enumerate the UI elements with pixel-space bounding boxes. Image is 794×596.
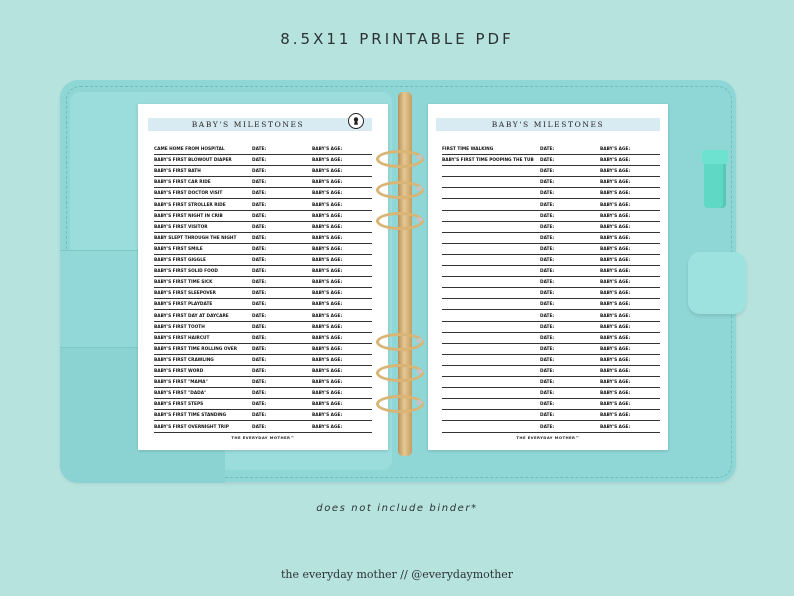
date-label: DATE: bbox=[252, 313, 267, 319]
age-label: BABY'S AGE: bbox=[312, 413, 343, 419]
age-label: BABY'S AGE: bbox=[600, 235, 631, 241]
age-label: BABY'S AGE: bbox=[600, 258, 631, 263]
date-label: DATE: bbox=[540, 369, 555, 374]
milestone-label: BABY'S FIRST TIME ROLLING OVER bbox=[154, 346, 238, 352]
age-label: BABY'S AGE: bbox=[600, 302, 631, 308]
age-label: BABY'S AGE: bbox=[600, 291, 631, 297]
milestone-label: BABY'S FIRST BATH bbox=[154, 169, 201, 175]
age-label: BABY'S AGE: bbox=[600, 402, 631, 408]
date-label: DATE: bbox=[540, 246, 555, 252]
date-label: DATE: bbox=[540, 313, 555, 319]
date-label: DATE: bbox=[540, 324, 555, 330]
milestone-label: BABY'S FIRST GIGGLE bbox=[154, 258, 206, 263]
age-label: BABY'S AGE: bbox=[312, 369, 343, 374]
date-label: DATE: bbox=[252, 346, 267, 352]
age-label: BABY'S AGE: bbox=[600, 191, 631, 197]
date-label: DATE: bbox=[540, 158, 555, 164]
age-label: BABY'S AGE: bbox=[600, 324, 631, 330]
age-label: BABY'S AGE: bbox=[600, 224, 631, 230]
age-label: BABY'S AGE: bbox=[600, 169, 631, 175]
pen-cap bbox=[702, 150, 728, 164]
age-label: BABY'S AGE: bbox=[312, 380, 343, 386]
age-label: BABY'S AGE: bbox=[600, 357, 631, 363]
milestone-label: BABY'S FIRST OVERNIGHT TRIP bbox=[154, 424, 229, 430]
age-label: BABY'S AGE: bbox=[312, 346, 343, 352]
milestone-label: BABY'S FIRST TIME SICK bbox=[154, 280, 213, 286]
date-label: DATE: bbox=[540, 224, 555, 230]
age-label: BABY'S AGE: bbox=[312, 180, 343, 186]
date-label: DATE: bbox=[252, 391, 267, 397]
punch-hole bbox=[416, 217, 423, 222]
age-label: BABY'S AGE: bbox=[600, 413, 631, 419]
date-label: DATE: bbox=[252, 246, 267, 252]
date-label: DATE: bbox=[252, 280, 267, 286]
milestone-label: BABY'S FIRST STEPS bbox=[154, 402, 204, 408]
date-label: DATE: bbox=[540, 413, 555, 419]
milestone-label: BABY'S FIRST SOLID FOOD bbox=[154, 269, 218, 275]
date-label: DATE: bbox=[540, 391, 555, 397]
age-label: BABY'S AGE: bbox=[312, 313, 343, 319]
right-printable-page bbox=[428, 104, 668, 450]
milestone-label: BABY'S FIRST HAIRCUT bbox=[154, 335, 210, 341]
date-label: DATE: bbox=[252, 424, 267, 430]
punch-hole bbox=[416, 186, 423, 191]
date-label: DATE: bbox=[540, 335, 555, 341]
age-label: BABY'S AGE: bbox=[600, 269, 631, 275]
age-label: BABY'S AGE: bbox=[312, 246, 343, 252]
age-label: BABY'S AGE: bbox=[600, 369, 631, 374]
date-label: DATE: bbox=[540, 147, 555, 152]
age-label: BABY'S AGE: bbox=[312, 280, 343, 286]
milestone-label: BABY'S FIRST SMILE bbox=[154, 246, 203, 252]
date-label: DATE: bbox=[252, 191, 267, 197]
date-label: DATE: bbox=[540, 402, 555, 408]
date-label: DATE: bbox=[252, 224, 267, 230]
date-label: DATE: bbox=[252, 369, 267, 374]
date-label: DATE: bbox=[252, 258, 267, 263]
age-label: BABY'S AGE: bbox=[600, 335, 631, 341]
date-label: DATE: bbox=[252, 202, 267, 208]
age-label: BABY'S AGE: bbox=[600, 391, 631, 397]
page-footer: THE EVERYDAY MOTHER™ bbox=[231, 435, 295, 440]
age-label: BABY'S AGE: bbox=[600, 424, 631, 430]
milestone-label: BABY'S FIRST STROLLER RIDE bbox=[154, 202, 226, 208]
milestone-label: BABY'S FIRST VISITOR bbox=[154, 224, 208, 230]
date-label: DATE: bbox=[252, 235, 267, 241]
age-label: BABY'S AGE: bbox=[600, 280, 631, 286]
age-label: BABY'S AGE: bbox=[312, 324, 343, 330]
milestone-label: BABY'S FIRST "MAMA" bbox=[154, 380, 208, 386]
date-label: DATE: bbox=[252, 158, 267, 164]
milestone-label: BABY'S FIRST DOCTOR VISIT bbox=[154, 191, 223, 197]
age-label: BABY'S AGE: bbox=[312, 169, 343, 175]
age-label: BABY'S AGE: bbox=[312, 235, 343, 241]
date-label: DATE: bbox=[252, 380, 267, 386]
binder-clasp bbox=[688, 252, 746, 314]
milestone-label: BABY'S FIRST CRAWLING bbox=[154, 357, 214, 363]
punch-hole bbox=[416, 369, 423, 374]
age-label: BABY'S AGE: bbox=[600, 180, 631, 186]
age-label: BABY'S AGE: bbox=[600, 313, 631, 319]
punch-hole bbox=[416, 400, 423, 405]
punch-hole bbox=[416, 338, 423, 343]
disclaimer-text: does not include binder* bbox=[316, 503, 478, 514]
age-label: BABY'S AGE: bbox=[312, 258, 343, 263]
milestone-label: BABY'S FIRST WORD bbox=[154, 369, 204, 374]
date-label: DATE: bbox=[540, 202, 555, 208]
date-label: DATE: bbox=[252, 335, 267, 341]
date-label: DATE: bbox=[252, 402, 267, 408]
date-label: DATE: bbox=[252, 302, 267, 308]
brand-credit: the everyday mother // @everydaymother bbox=[280, 568, 514, 581]
date-label: DATE: bbox=[252, 413, 267, 419]
date-label: DATE: bbox=[540, 169, 555, 175]
age-label: BABY'S AGE: bbox=[600, 202, 631, 208]
age-label: BABY'S AGE: bbox=[600, 213, 631, 219]
milestone-label: BABY'S FIRST PLAYDATE bbox=[154, 302, 213, 308]
date-label: DATE: bbox=[540, 291, 555, 297]
date-label: DATE: bbox=[540, 191, 555, 197]
product-title: 8.5X11 PRINTABLE PDF bbox=[280, 30, 514, 48]
age-label: BABY'S AGE: bbox=[600, 380, 631, 386]
date-label: DATE: bbox=[540, 213, 555, 219]
date-label: DATE: bbox=[252, 180, 267, 186]
age-label: BABY'S AGE: bbox=[312, 158, 343, 164]
milestone-label: BABY'S FIRST TIME STANDING bbox=[154, 413, 227, 419]
milestone-label: BABY'S FIRST NIGHT IN CRIB bbox=[154, 213, 223, 219]
left-printable-page bbox=[138, 104, 388, 450]
age-label: BABY'S AGE: bbox=[312, 302, 343, 308]
milestone-label: BABY'S FIRST "DADA" bbox=[154, 391, 207, 397]
date-label: DATE: bbox=[252, 169, 267, 175]
page-title: BABY'S MILESTONES bbox=[491, 120, 605, 129]
milestone-label: BABY SLEPT THROUGH THE NIGHT bbox=[154, 235, 237, 241]
age-label: BABY'S AGE: bbox=[600, 158, 631, 164]
age-label: BABY'S AGE: bbox=[312, 424, 343, 430]
age-label: BABY'S AGE: bbox=[600, 346, 631, 352]
milestone-label: BABY'S FIRST SLEEPOVER bbox=[154, 291, 216, 297]
age-label: BABY'S AGE: bbox=[600, 246, 631, 252]
date-label: DATE: bbox=[540, 302, 555, 308]
keyhole-icon bbox=[348, 113, 364, 129]
age-label: BABY'S AGE: bbox=[312, 291, 343, 297]
age-label: BABY'S AGE: bbox=[312, 357, 343, 363]
age-label: BABY'S AGE: bbox=[312, 213, 343, 219]
age-label: BABY'S AGE: bbox=[312, 335, 343, 341]
milestone-label: BABY'S FIRST BLOWOUT DIAPER bbox=[154, 158, 232, 164]
milestone-label: BABY'S FIRST TIME POOPING THE TUB bbox=[442, 158, 534, 164]
date-label: DATE: bbox=[540, 424, 555, 430]
date-label: DATE: bbox=[540, 235, 555, 241]
milestone-label: CAME HOME FROM HOSPITAL bbox=[154, 147, 225, 152]
date-label: DATE: bbox=[540, 269, 555, 275]
date-label: DATE: bbox=[252, 324, 267, 330]
milestone-row bbox=[154, 421, 372, 433]
page-footer: THE EVERYDAY MOTHER™ bbox=[516, 435, 580, 440]
age-label: BABY'S AGE: bbox=[312, 224, 343, 230]
punch-hole bbox=[416, 155, 423, 160]
milestone-label: BABY'S FIRST DAY AT DAYCARE bbox=[154, 313, 229, 319]
milestone-label: BABY'S FIRST TOOTH bbox=[154, 324, 205, 330]
date-label: DATE: bbox=[540, 346, 555, 352]
date-label: DATE: bbox=[540, 180, 555, 186]
date-label: DATE: bbox=[252, 213, 267, 219]
age-label: BABY'S AGE: bbox=[600, 147, 631, 152]
milestone-label: BABY'S FIRST CAR RIDE bbox=[154, 180, 211, 186]
date-label: DATE: bbox=[252, 269, 267, 275]
date-label: DATE: bbox=[540, 357, 555, 363]
date-label: DATE: bbox=[540, 380, 555, 386]
date-label: DATE: bbox=[252, 357, 267, 363]
date-label: DATE: bbox=[540, 258, 555, 263]
age-label: BABY'S AGE: bbox=[312, 191, 343, 197]
age-label: BABY'S AGE: bbox=[312, 269, 343, 275]
date-label: DATE: bbox=[540, 280, 555, 286]
age-label: BABY'S AGE: bbox=[312, 202, 343, 208]
milestone-label: FIRST TIME WALKING bbox=[442, 147, 494, 152]
milestone-row bbox=[442, 421, 660, 433]
page-title: BABY'S MILESTONES bbox=[191, 120, 305, 129]
date-label: DATE: bbox=[252, 147, 267, 152]
age-label: BABY'S AGE: bbox=[312, 402, 343, 408]
age-label: BABY'S AGE: bbox=[312, 147, 343, 152]
age-label: BABY'S AGE: bbox=[312, 391, 343, 397]
date-label: DATE: bbox=[252, 291, 267, 297]
